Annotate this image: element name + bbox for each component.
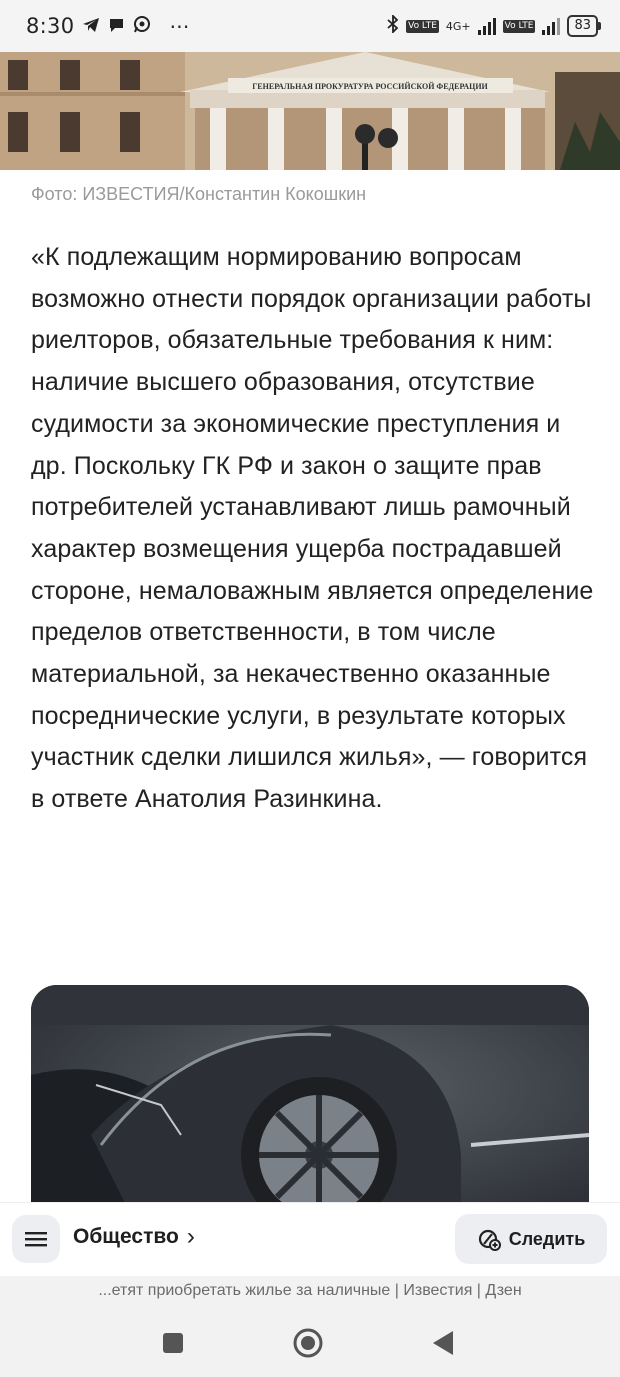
home-circle-icon [292, 1327, 324, 1359]
volte-badge: Vo LTE [408, 20, 437, 31]
home-button[interactable] [291, 1326, 325, 1360]
section-link[interactable] [73, 1223, 195, 1251]
more-icon: ⋯ [169, 14, 190, 38]
photo-caption: Фото: ИЗВЕСТИЯ/Константин Кокошкин [31, 184, 367, 204]
battery-indicator: 83 [567, 15, 598, 37]
page-title-strip[interactable]: ...етят приобретать жилье за наличные | Известия | Дзен [0, 1276, 620, 1306]
follow-label: Следить [508, 1228, 586, 1249]
menu-button[interactable] [12, 1215, 60, 1263]
network-type: 4G+ [445, 19, 471, 33]
article-photo [0, 52, 620, 170]
status-bar [0, 0, 620, 52]
square-icon [162, 1332, 184, 1354]
signal-icon [478, 17, 496, 35]
chat-icon [108, 14, 125, 38]
volte-badge-2: Vo LTE [504, 20, 534, 31]
signal-icon-2 [542, 17, 560, 35]
building-sign: ГЕНЕРАЛЬНАЯ ПРОКУРАТУРА РОССИЙСКОЙ ФЕДЕРАЦИИ [252, 82, 488, 91]
telegram-icon [82, 14, 100, 38]
back-triangle-icon [431, 1330, 455, 1356]
whatsapp-icon [133, 14, 151, 38]
section-bar [0, 1202, 620, 1277]
system-navigation-bar [0, 1306, 620, 1377]
section-label: Общество [73, 1225, 179, 1248]
back-button[interactable] [426, 1326, 460, 1360]
bluetooth-icon [387, 15, 399, 37]
article-paragraph: «К подлежащим нормированию вопросам возможно отнести порядок организации работы риелторов, обязательные требования к ним: наличие высшего образования, отсутствие судимости за экономические преступления и др. Поскольку ГК РФ и закон о защите прав потребителей устанавливают лишь рамочный характер возмещения ущерба пострадавшей стороне, немаловажным является определение пределов ответственности, в том числе материальной, за некачественно оказанные посреднические услуги, в результате которых участник сделки лишился жилья», — говорится в ответе Анатолия Разинкина. [31, 243, 594, 814]
hamburger-icon [25, 1231, 47, 1247]
follow-icon [477, 1227, 501, 1251]
status-time: 8:30 [26, 14, 75, 38]
media-card[interactable] [31, 985, 589, 1215]
follow-button[interactable] [455, 1214, 607, 1264]
chevron-right-icon: › [186, 1223, 195, 1250]
recents-button[interactable] [156, 1326, 190, 1360]
